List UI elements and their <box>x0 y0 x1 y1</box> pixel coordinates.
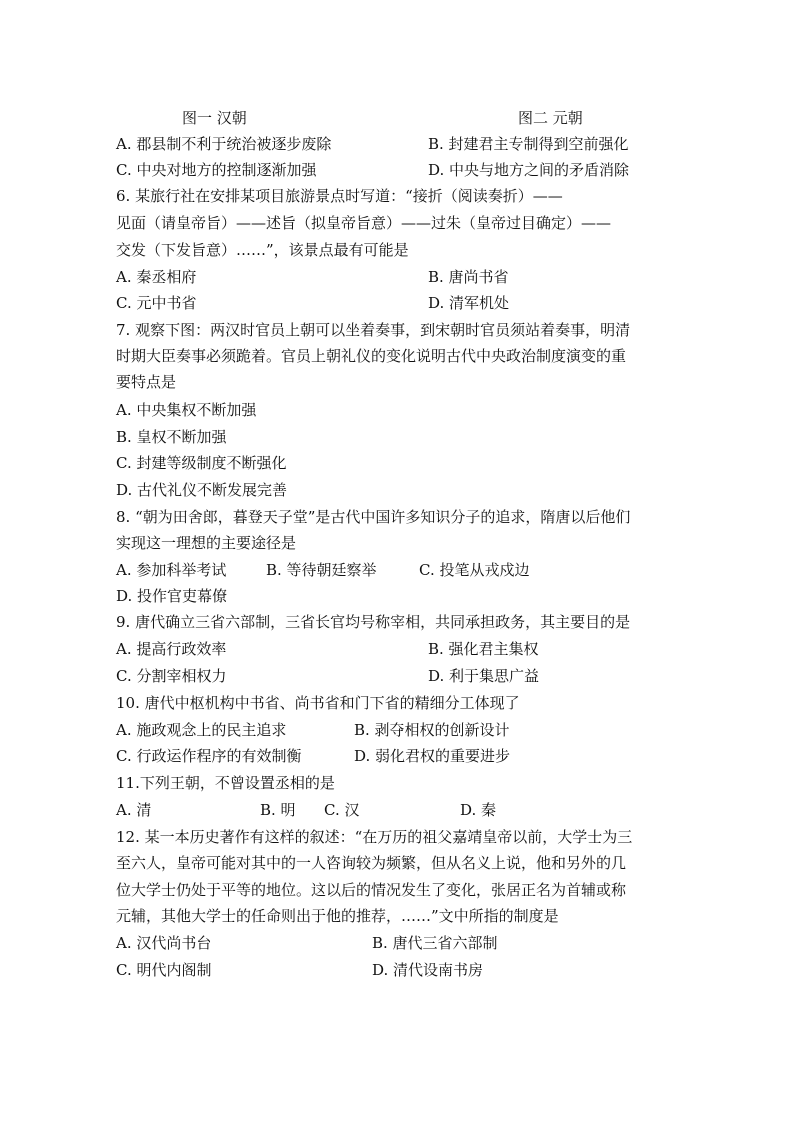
q12-option-d[interactable]: D. 清代设南书房 <box>372 961 484 979</box>
q6-option-a[interactable]: A. 秦丞相府 <box>116 268 197 286</box>
q5-option-c[interactable]: C. 中央对地方的控制逐渐加强 <box>116 161 317 179</box>
q10-option-d[interactable]: D. 弱化君权的重要进步 <box>354 747 511 765</box>
q9-option-c[interactable]: C. 分割宰相权力 <box>116 667 227 685</box>
q9-stem-line-1: 9. 唐代确立三省六部制，三省长官均号称宰相，共同承担政务，其主要目的是 <box>116 613 631 631</box>
q7-option-c[interactable]: C. 封建等级制度不断强化 <box>116 454 287 472</box>
q11-option-a[interactable]: A. 清 <box>116 801 152 819</box>
q11-option-d[interactable]: D. 秦 <box>460 801 497 819</box>
q8-option-c[interactable]: C. 投笔从戎戍边 <box>419 561 530 579</box>
q12-option-a[interactable]: A. 汉代尚书台 <box>116 934 212 952</box>
q8-option-d[interactable]: D. 投作官吏幕僚 <box>116 587 228 605</box>
q8-option-b[interactable]: B. 等待朝廷察举 <box>266 561 377 579</box>
q10-option-a[interactable]: A. 施政观念上的民主追求 <box>116 721 287 739</box>
q12-option-b[interactable]: B. 唐代三省六部制 <box>372 934 498 952</box>
q7-option-b[interactable]: B. 皇权不断加强 <box>116 428 227 446</box>
q6-option-b[interactable]: B. 唐尚书省 <box>428 268 509 286</box>
q8-option-a[interactable]: A. 参加科举考试 <box>116 561 227 579</box>
q11-stem-line-1: 11.下列王朝，不曾设置丞相的是 <box>116 774 335 792</box>
figure-caption-han: 图一 汉朝 <box>182 109 247 127</box>
q12-stem-line-1: 12. 某一本历史著作有这样的叙述：“在万历的祖父嘉靖皇帝以前，大学士为三 <box>116 828 633 846</box>
q5-option-a[interactable]: A. 郡县制不利于统治被逐步废除 <box>116 135 332 153</box>
q5-option-b[interactable]: B. 封建君主专制得到空前强化 <box>428 135 629 153</box>
q8-stem-line-1: 8. “朝为田舍郎，暮登天子堂”是古代中国许多知识分子的追求，隋唐以后他们 <box>116 508 631 526</box>
q6-stem-line-2: 见面（请皇帝旨）——述旨（拟皇帝旨意）——过朱（皇帝过目确定）—— <box>116 214 612 232</box>
q8-stem-line-2: 实现这一理想的主要途径是 <box>116 534 297 552</box>
q12-stem-line-4: 元辅，其他大学士的任命则出于他的推荐，……”文中所指的制度是 <box>116 907 559 925</box>
q7-option-d[interactable]: D. 古代礼仪不断发展完善 <box>116 481 288 499</box>
q9-option-a[interactable]: A. 提高行政效率 <box>116 640 227 658</box>
q5-option-d[interactable]: D. 中央与地方之间的矛盾消除 <box>428 161 630 179</box>
q7-stem-line-3: 要特点是 <box>116 373 177 391</box>
q11-option-c[interactable]: C. 汉 <box>324 801 360 819</box>
q12-stem-line-3: 位大学士仍处于平等的地位。这以后的情况发生了变化，张居正名为首辅或称 <box>116 881 627 899</box>
q9-option-b[interactable]: B. 强化君主集权 <box>428 640 539 658</box>
q6-stem-line-1: 6. 某旅行社在安排某项目旅游景点时写道：“接折（阅读奏折）—— <box>116 187 563 205</box>
q9-option-d[interactable]: D. 利于集思广益 <box>428 667 540 685</box>
q10-stem-line-1: 10. 唐代中枢机构中书省、尚书省和门下省的精细分工体现了 <box>116 694 520 712</box>
q6-stem-line-3: 交发（下发旨意）……”，该景点最有可能是 <box>116 241 409 259</box>
q7-stem-line-2: 时期大臣奏事必须跪着。官员上朝礼仪的变化说明古代中央政治制度演变的重 <box>116 347 627 365</box>
q10-option-b[interactable]: B. 剥夺相权的创新设计 <box>354 721 510 739</box>
q11-option-b[interactable]: B. 明 <box>260 801 296 819</box>
q12-option-c[interactable]: C. 明代内阁制 <box>116 961 212 979</box>
figure-caption-yuan: 图二 元朝 <box>518 109 583 127</box>
q7-option-a[interactable]: A. 中央集权不断加强 <box>116 401 257 419</box>
q10-option-c[interactable]: C. 行政运作程序的有效制衡 <box>116 747 302 765</box>
q7-stem-line-1: 7. 观察下图：两汉时官员上朝可以坐着奏事，到宋朝时官员须站着奏事，明清 <box>116 321 631 339</box>
q6-option-c[interactable]: C. 元中书省 <box>116 294 197 312</box>
q6-option-d[interactable]: D. 清军机处 <box>428 294 510 312</box>
q12-stem-line-2: 至六人，皇帝可能对其中的一人咨询较为频繁，但从名义上说，他和另外的几 <box>116 854 627 872</box>
